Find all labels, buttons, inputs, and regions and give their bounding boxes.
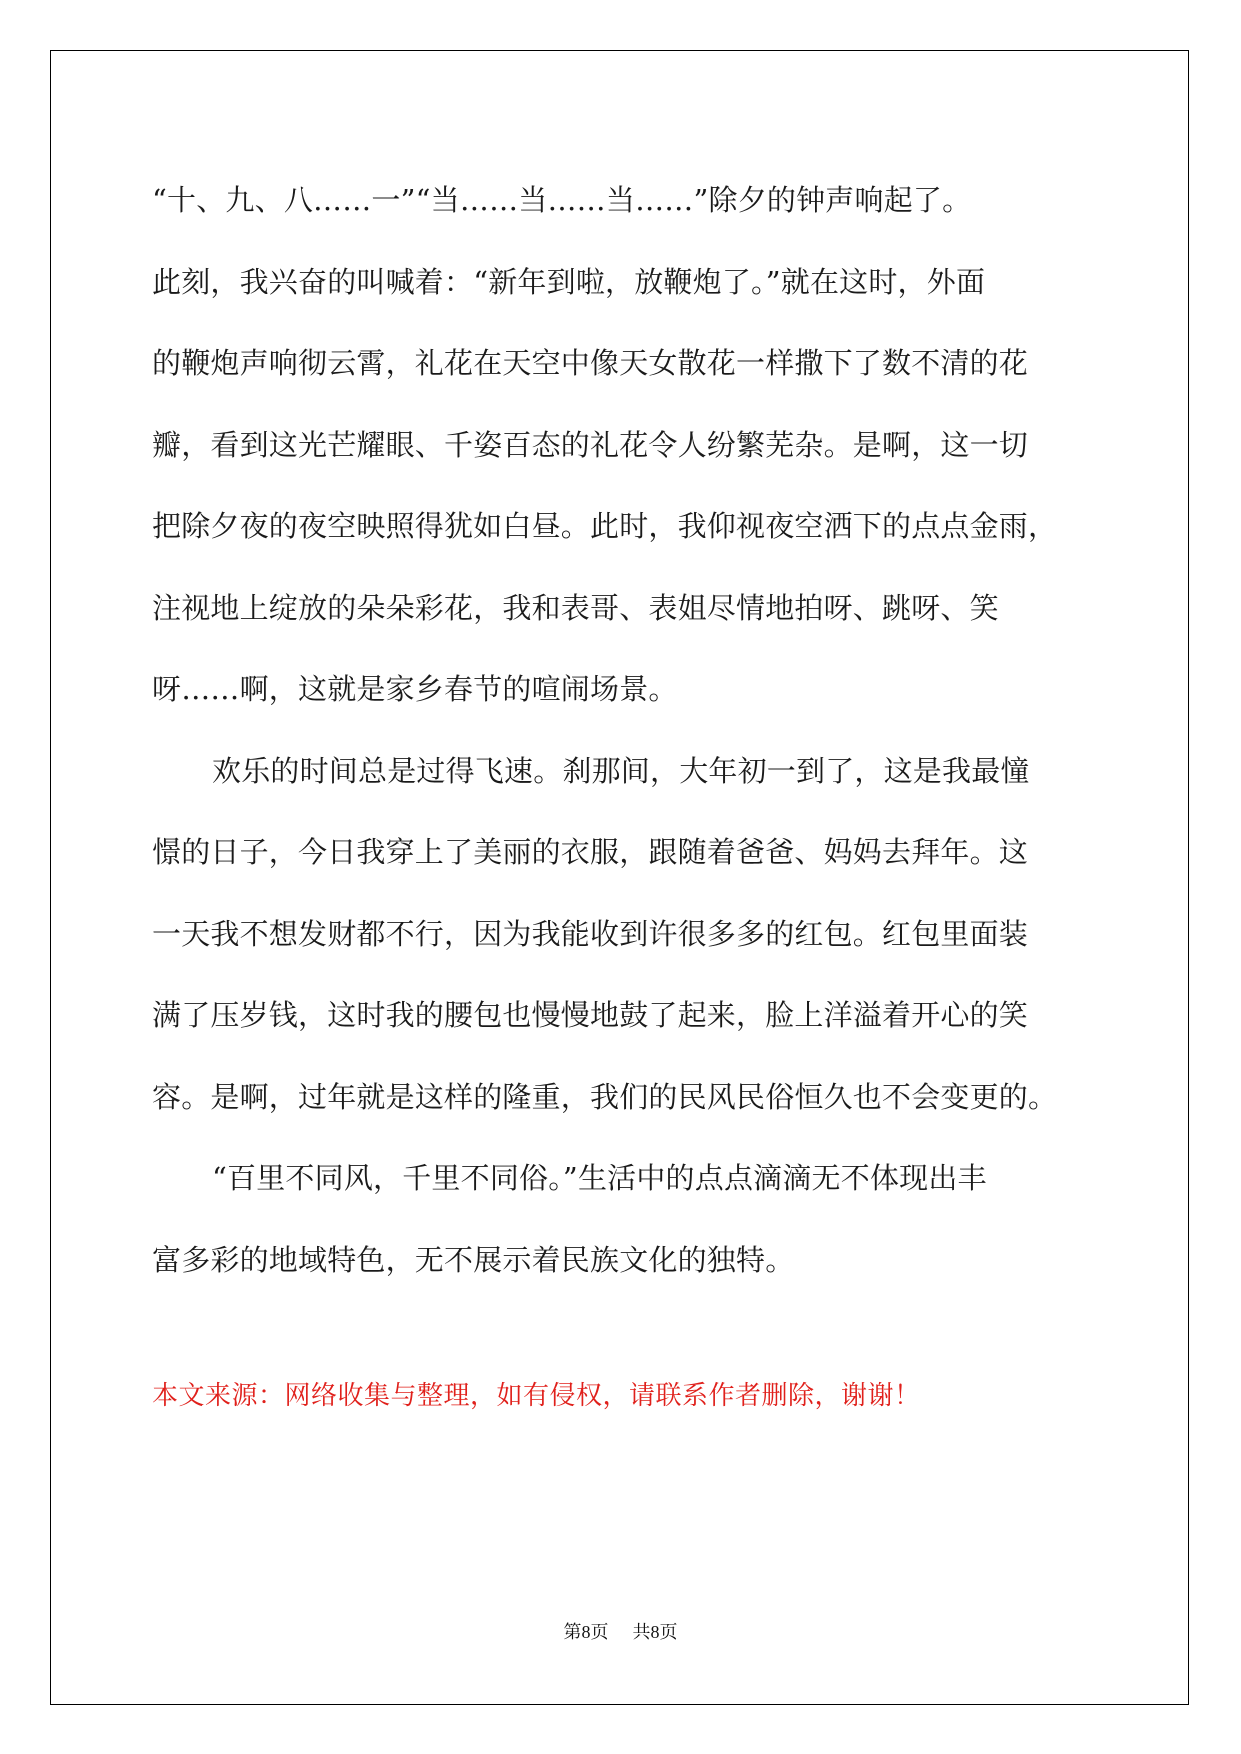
paragraph-1-line-4: 瓣，看到这光芒耀眼、千姿百态的礼花令人纷繁芜杂。是啊，这一切 (152, 427, 1029, 462)
paragraph-1-line-3: 的鞭炮声响彻云霄，礼花在天空中像天女散花一样撒下了数不清的花 (152, 346, 1029, 380)
paragraph-1-line-7: 呀……啊，这就是家乡春节的喧闹场景。 (152, 672, 678, 706)
source-disclaimer: 本文来源：网络收集与整理，如有侵权，请联系作者删除，谢谢！ (152, 1381, 921, 1411)
page-number-total: 共8页 (632, 1622, 678, 1642)
paragraph-1-line-2: 此刻，我兴奋的叫喊着：“新年到啦，放鞭炮了。”就在这时，外面 (152, 264, 986, 299)
paragraph-2-line-2: 憬的日子，今日我穿上了美丽的衣服，跟随着爸爸、妈妈去拜年。这 (152, 835, 1029, 869)
paragraph-1-line-6: 注视地上绽放的朵朵彩花，我和表哥、表姐尽情地拍呀、跳呀、笑 (152, 590, 999, 625)
paragraph-2-line-3: 一天我不想发财都不行，因为我能收到许很多多的红包。红包里面装 (152, 916, 1029, 951)
paragraph-2-line-4: 满了压岁钱，这时我的腰包也慢慢地鼓了起来，脸上洋溢着开心的笑 (152, 998, 1029, 1032)
paragraph-1-line-1: “十、九、八……一”“当……当……当……”除夕的钟声响起了。 (152, 183, 972, 217)
paragraph-3-line-2: 富多彩的地域特色，无不展示着民族文化的独特。 (152, 1242, 795, 1277)
paragraph-3-line-1: “百里不同风，千里不同俗。”生活中的点点滴滴无不体现出丰 (212, 1161, 987, 1195)
document-body (152, 160, 1092, 1301)
page-number-current: 第8页 (563, 1622, 609, 1642)
paragraph-2-line-1: 欢乐的时间总是过得飞速。刹那间，大年初一到了，这是我最憧 (212, 753, 1030, 788)
page-footer (0, 1618, 1241, 1644)
paragraph-2-line-5: 容。是啊，过年就是这样的隆重，我们的民风民俗恒久也不会变更的。 (152, 1079, 1058, 1114)
paragraph-1-line-5: 把除夕夜的夜空映照得犹如白昼。此时，我仰视夜空洒下的点点金雨， (152, 509, 1058, 543)
